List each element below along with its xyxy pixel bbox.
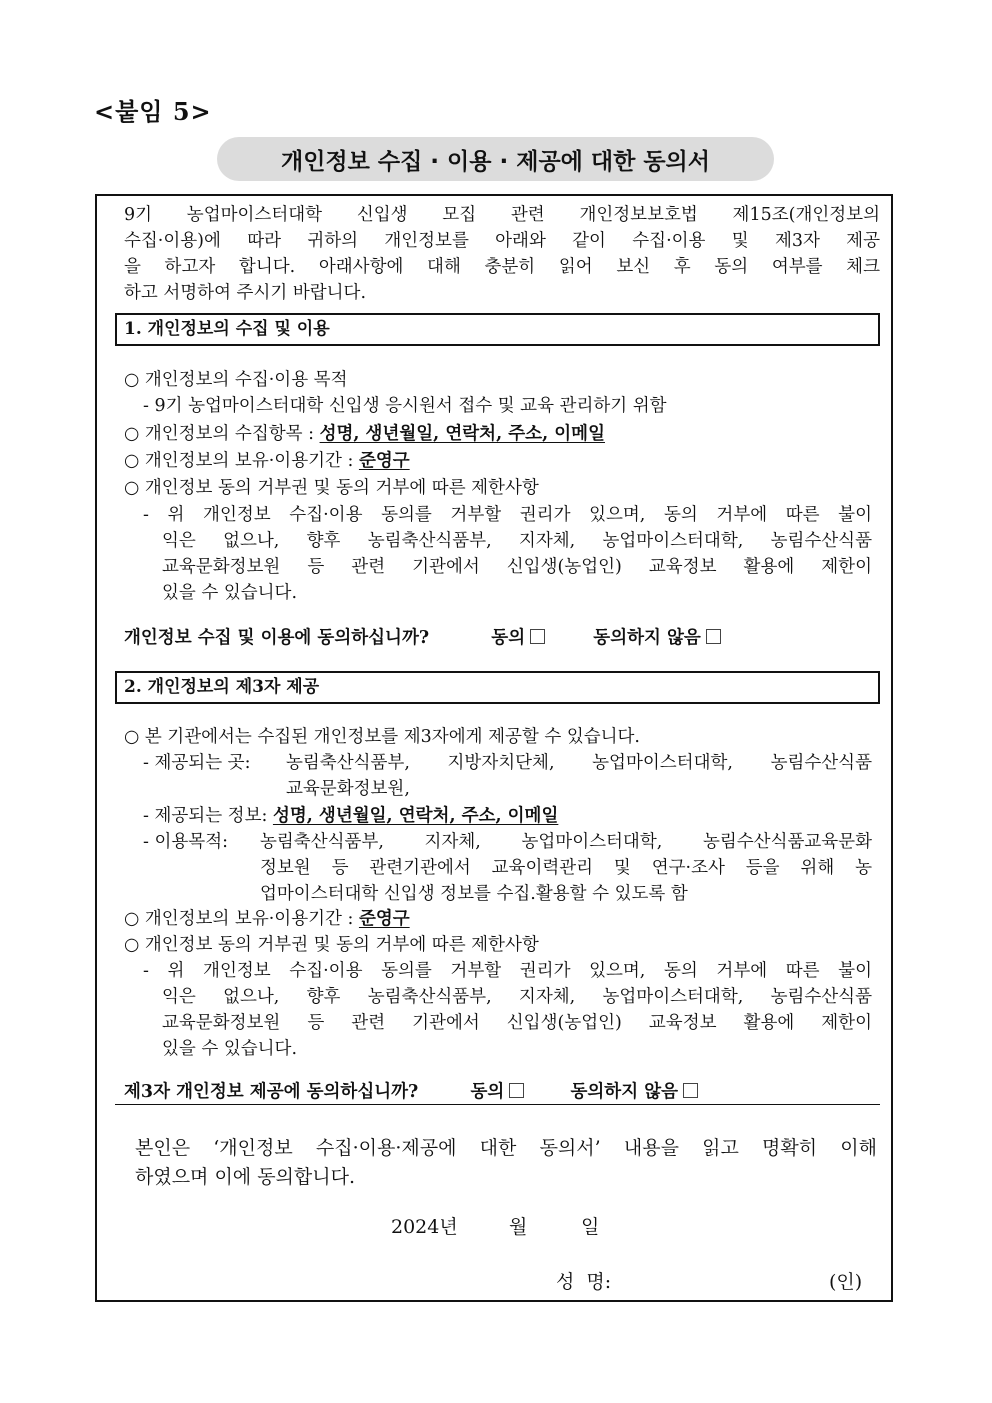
document-title: 개인정보 수집 · 이용 · 제공에 대한 동의서: [217, 137, 774, 181]
section1-items-value: 성명, 생년월일, 연락처, 주소, 이메일: [319, 424, 605, 444]
refusal-line: 익은 없으나, 향후 농림축산식품부, 지자체, 농업마이스터대학, 농림수산식품: [162, 531, 872, 551]
section1-consent-row: [124, 625, 721, 651]
section2-recipients-label: - 제공되는 곳:: [143, 753, 251, 773]
confirm-line: 본인은 ‘개인정보 수집·이용·제공에 대한 동의서’ 내용을 읽고 명확히 이해: [135, 1137, 877, 1159]
refusal-line: - 위 개인정보 수집·이용 동의를 거부할 권리가 있으며, 동의 거부에 따른 불이: [143, 961, 872, 981]
section1-purpose-label: ○ 개인정보의 수집·이용 목적: [124, 370, 348, 390]
section2-refusal-label: ○ 개인정보 동의 거부권 및 동의 거부에 따른 제한사항: [124, 935, 539, 955]
section1-question: 개인정보 수집 및 이용에 동의하십니까?: [124, 628, 430, 648]
section2-use-label: - 이용목적:: [143, 832, 228, 852]
consent-divider: [115, 1104, 880, 1105]
attachment-label: <붙임 5>: [94, 97, 212, 126]
section2-header: 2. 개인정보의 제3자 제공: [115, 671, 880, 704]
section2-info-label: - 제공되는 정보:: [143, 806, 273, 826]
refusal-line: 있을 수 있습니다.: [162, 583, 298, 603]
section2-info-value: 성명, 생년월일, 연락처, 주소, 이메일: [272, 806, 559, 826]
section1-items-label: ○ 개인정보의 수집항목 :: [124, 424, 320, 444]
use-line: 정보원 등 관련기관에서 교육이력관리 및 연구·조사 등을 위해 농: [260, 858, 872, 878]
section1-disagree-checkbox[interactable]: [706, 629, 721, 644]
use-line: 농림축산식품부, 지자체, 농업마이스터대학, 농림수산식품교육문화: [260, 832, 872, 852]
recipients-line: 농림축산식품부, 지방자치단체, 농업마이스터대학, 농림수산식품: [286, 753, 872, 773]
section2-disagree-checkbox[interactable]: [683, 1083, 698, 1098]
use-line: 업마이스터대학 신입생 정보를 수집.활용할 수 있도록 함: [260, 884, 688, 904]
section1-refusal-label: ○ 개인정보 동의 거부권 및 동의 거부에 따른 제한사항: [124, 478, 539, 498]
refusal-line: 익은 없으나, 향후 농림축산식품부, 지자체, 농업마이스터대학, 농림수산식품: [162, 987, 872, 1007]
intro-paragraph: [124, 202, 880, 306]
signature-seal[interactable]: (인): [829, 1271, 863, 1293]
section1-disagree-label: 동의하지 않음: [593, 628, 701, 648]
section2-use: [260, 829, 872, 907]
signature-label: 성 명:: [556, 1271, 612, 1293]
intro-line: 수집·이용)에 따라 귀하의 개인정보를 아래와 같이 수집·이용 및 제3자 제공: [124, 231, 880, 251]
section1-purpose-detail: - 9기 농업마이스터대학 신입생 응시원서 접수 및 교육 관리하기 위함: [143, 396, 667, 416]
section2-recipients: [286, 750, 872, 802]
section2-period-row: [124, 906, 410, 932]
section1-header: 1. 개인정보의 수집 및 이용: [115, 313, 880, 346]
section1-period-label: ○ 개인정보의 보유·이용기간 :: [124, 451, 359, 471]
section1-agree-checkbox[interactable]: [530, 629, 545, 644]
refusal-line: 교육문화정보원 등 관련 기관에서 신입생(농업인) 교육정보 활용에 제한이: [162, 557, 872, 577]
section2-consent-row: [124, 1079, 698, 1105]
refusal-line: - 위 개인정보 수집·이용 동의를 거부할 권리가 있으며, 동의 거부에 따른 불이: [143, 505, 872, 525]
intro-line: 을 하고자 합니다. 아래사항에 대해 충분히 읽어 보신 후 동의 여부를 체크: [124, 257, 880, 277]
section2-refusal-detail: [143, 958, 872, 1062]
section1-items-row: [124, 421, 605, 447]
section1-period-value: 준영구: [358, 451, 410, 471]
section1-refusal-detail: [143, 502, 872, 606]
refusal-line: 교육문화정보원 등 관련 기관에서 신입생(농업인) 교육정보 활용에 제한이: [162, 1013, 872, 1033]
date-month: 월: [509, 1216, 528, 1238]
date-year: 2024년: [391, 1216, 458, 1238]
section2-agree-checkbox[interactable]: [509, 1083, 524, 1098]
section2-info-row: [143, 803, 558, 829]
section2-period-label: ○ 개인정보의 보유·이용기간 :: [124, 909, 359, 929]
section1-agree-label: 동의: [491, 628, 526, 648]
section1-period-row: [124, 448, 410, 474]
section2-question: 제3자 개인정보 제공에 동의하십니까?: [124, 1082, 419, 1102]
recipients-line: 교육문화정보원,: [286, 779, 410, 799]
date-day: 일: [581, 1216, 600, 1238]
section2-provide-label: ○ 본 기관에서는 수집된 개인정보를 제3자에게 제공할 수 있습니다.: [124, 727, 640, 747]
intro-line: 9기 농업마이스터대학 신입생 모집 관련 개인정보보호법 제15조(개인정보의: [124, 205, 880, 225]
intro-line: 하고 서명하여 주시기 바랍니다.: [124, 283, 367, 303]
confirm-line: 하였으며 이에 동의합니다.: [135, 1166, 356, 1188]
section2-agree-label: 동의: [470, 1082, 505, 1102]
refusal-line: 있을 수 있습니다.: [162, 1039, 298, 1059]
section2-period-value: 준영구: [358, 909, 410, 929]
section2-disagree-label: 동의하지 않음: [570, 1082, 679, 1102]
confirmation-statement: [135, 1134, 877, 1192]
